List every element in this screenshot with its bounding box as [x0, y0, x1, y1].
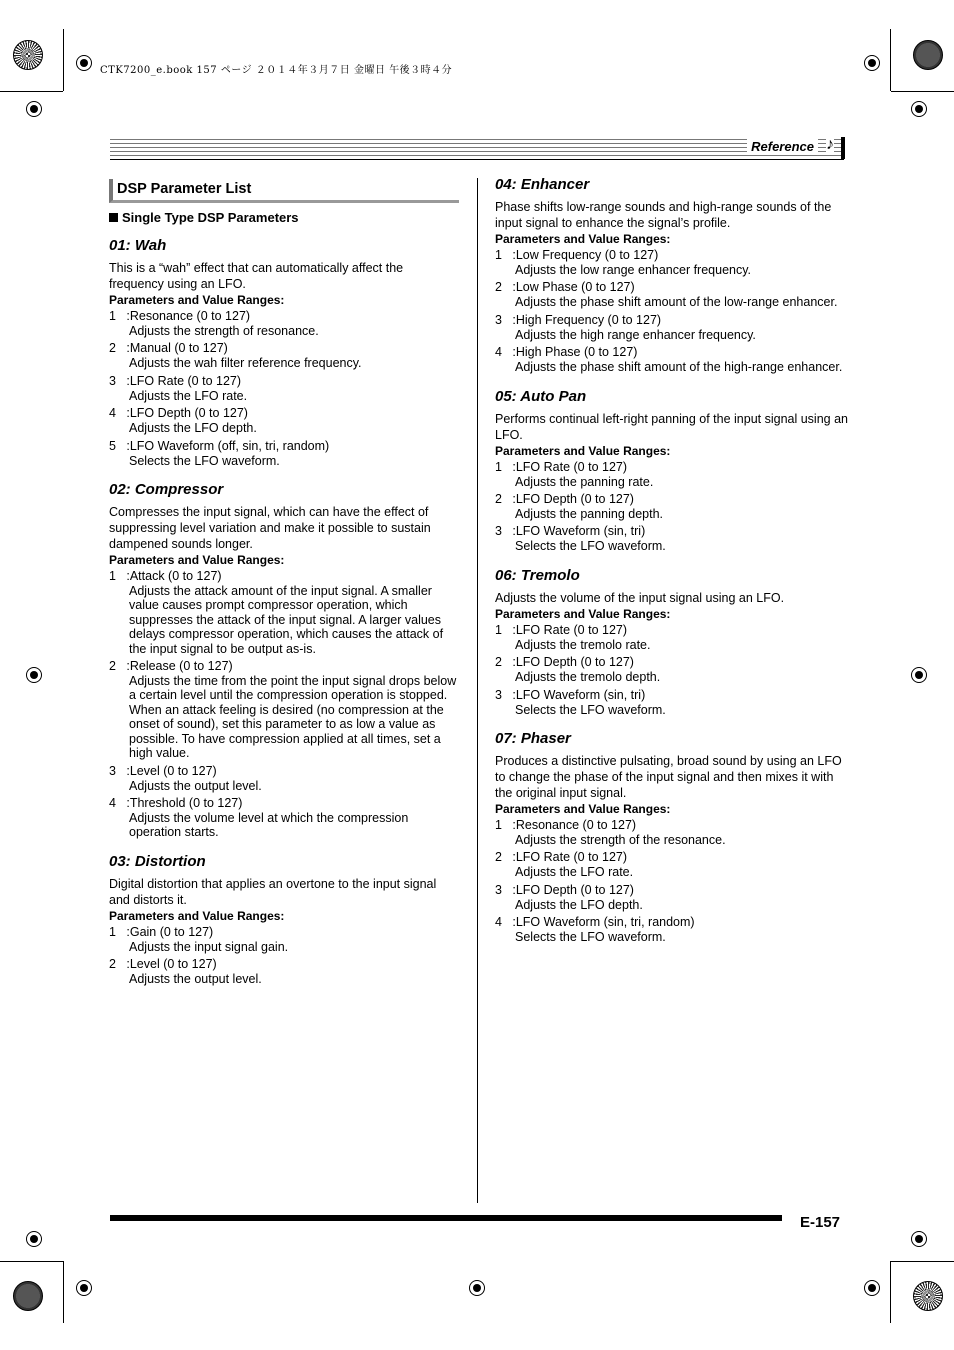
- effects-list: [495, 177, 850, 945]
- parameter-description: Selects the LFO waveform.: [515, 539, 666, 554]
- parameters-label: Parameters and Value Ranges:: [109, 293, 285, 307]
- parameter-description: Adjusts the attack amount of the input signal. A smaller value causes prompt compressor operation, which suppresses the attack of the input signal. A larger values delays compressor operation, which causes the attack of the input signal to be output as-is.: [129, 584, 444, 656]
- parameter-item: [495, 312, 850, 342]
- parameter-item: [495, 247, 850, 277]
- color-registration-icon: [13, 40, 43, 70]
- parameter-description: Adjusts the tremolo depth.: [515, 670, 661, 685]
- parameter-description: Adjusts the tremolo rate.: [515, 637, 651, 652]
- effect-title: 03: Distortion: [109, 852, 206, 870]
- registration-target-icon: [76, 1280, 92, 1296]
- parameter-label: 3 :High Frequency (0 to 127): [495, 312, 662, 327]
- left-column: [109, 179, 459, 1001]
- parameter-description: Adjusts the LFO rate.: [129, 388, 248, 403]
- parameter-label: 3 :LFO Rate (0 to 127): [109, 373, 242, 388]
- parameter-label: 3 :Level (0 to 127): [109, 763, 217, 778]
- header-bar: [841, 137, 845, 159]
- subheading: Single Type DSP Parameters: [109, 210, 459, 226]
- registration-target-icon: [864, 1280, 880, 1296]
- parameter-label: 5 :LFO Waveform (off, sin, tri, random): [109, 438, 330, 453]
- parameter-description: Adjusts the low range enhancer frequency.: [515, 263, 752, 277]
- parameter-description: Adjusts the output level.: [129, 778, 262, 793]
- effect-description: Adjusts the volume of the input signal using an LFO.: [495, 590, 785, 605]
- effect-title: 04: Enhancer: [495, 176, 590, 193]
- parameter-label: 4 :Threshold (0 to 127): [109, 795, 243, 810]
- parameter-label: 1 :Gain (0 to 127): [109, 924, 214, 939]
- parameter-description: Adjusts the phase shift amount of the low-range enhancer.: [515, 295, 838, 310]
- effect-section: [109, 854, 459, 987]
- parameter-description: Adjusts the LFO depth.: [515, 897, 643, 912]
- parameter-item: [495, 882, 850, 912]
- parameter-description: Adjusts the input signal gain.: [129, 939, 289, 954]
- parameter-item: [495, 687, 850, 717]
- effect-title: 05: Auto Pan: [495, 387, 587, 405]
- parameter-label: 1 :Attack (0 to 127): [109, 569, 222, 584]
- effects-list: [109, 238, 459, 987]
- parameter-label: 2 :LFO Rate (0 to 127): [495, 850, 628, 865]
- parameter-item: [109, 405, 459, 435]
- parameter-item: [495, 622, 850, 652]
- parameter-item: [495, 344, 850, 374]
- effect-description: Digital distortion that applies an overtone to the input signal and distorts it.: [109, 876, 437, 907]
- parameter-description: Adjusts the phase shift amount of the high-range enhancer.: [515, 360, 843, 375]
- running-header: Reference: [747, 139, 818, 154]
- registration-target-icon: [469, 1280, 485, 1296]
- effect-title: 01: Wah: [109, 237, 167, 254]
- registration-target-icon: [26, 1231, 42, 1247]
- effect-section: [495, 389, 850, 554]
- parameter-item: [109, 308, 459, 338]
- parameter-label: 2 :LFO Depth (0 to 127): [495, 655, 634, 670]
- parameter-item: [109, 658, 459, 760]
- parameter-item: [495, 523, 850, 553]
- effect-section: [495, 568, 850, 717]
- parameters-label: Parameters and Value Ranges:: [109, 553, 285, 568]
- effect-description: Compresses the input signal, which can have the effect of suppressing level variation and make it possible to sustain dampened sounds longer.: [109, 505, 431, 552]
- parameter-item: [495, 459, 850, 489]
- parameter-item: [109, 795, 459, 840]
- parameters-label: Parameters and Value Ranges:: [495, 802, 671, 817]
- parameter-label: 3 :LFO Waveform (sin, tri): [495, 687, 646, 702]
- color-registration-icon: [13, 1281, 43, 1311]
- parameter-description: Adjusts the LFO rate.: [515, 865, 634, 880]
- registration-target-icon: [26, 101, 42, 117]
- header-rule: [110, 139, 844, 159]
- registration-target-icon: [911, 1231, 927, 1247]
- effect-section: [495, 731, 850, 945]
- parameter-item: [109, 956, 459, 986]
- parameter-item: [495, 491, 850, 521]
- parameter-description: Adjusts the panning rate.: [515, 474, 654, 489]
- color-registration-icon: [913, 40, 943, 70]
- footer-rule: [110, 1215, 782, 1221]
- parameter-label: 2 :Low Phase (0 to 127): [495, 280, 635, 295]
- parameters-label: Parameters and Value Ranges:: [109, 908, 285, 923]
- parameter-item: [109, 924, 459, 954]
- parameters-label: Parameters and Value Ranges:: [495, 232, 671, 246]
- color-registration-icon: [913, 1281, 943, 1311]
- parameter-label: 2 :LFO Depth (0 to 127): [495, 492, 634, 507]
- effect-section: [495, 177, 850, 375]
- effect-title: 07: Phaser: [495, 730, 571, 748]
- parameter-label: 4 :LFO Waveform (sin, tri, random): [495, 915, 695, 930]
- music-note-icon: ♪: [826, 136, 834, 153]
- column-divider: [477, 178, 478, 1203]
- parameter-item: [109, 438, 459, 468]
- registration-target-icon: [911, 101, 927, 117]
- parameter-label: 1 :Resonance (0 to 127): [495, 818, 637, 833]
- page-number: E-157: [800, 1214, 841, 1231]
- parameter-item: [109, 340, 459, 370]
- parameter-label: 4 :LFO Depth (0 to 127): [109, 406, 248, 421]
- parameter-label: 3 :LFO Waveform (sin, tri): [495, 524, 646, 539]
- effect-description: Phase shifts low-range sounds and high-range sounds of the input signal to enhance the signal’s profile.: [495, 200, 832, 230]
- parameters-label: Parameters and Value Ranges:: [495, 443, 671, 458]
- registration-target-icon: [26, 667, 42, 683]
- effect-title: 06: Tremolo: [495, 566, 580, 584]
- effect-title: 02: Compressor: [109, 481, 224, 499]
- parameter-item: [495, 914, 850, 944]
- parameter-description: Adjusts the time from the point the input signal drops below a certain level until the compression operation is stopped. When an attack feeling is desired (no compression at the onset of sound), set this parameter to as low a value as possible. To have compression applied at all times, set a high value.: [129, 674, 457, 761]
- parameter-description: Adjusts the output level.: [129, 972, 262, 987]
- section-title: DSP Parameter List: [109, 179, 459, 203]
- effect-description: Performs continual left-right panning of the input signal using an LFO.: [495, 411, 848, 442]
- parameter-label: 1 :Resonance (0 to 127): [109, 309, 251, 323]
- parameter-description: Selects the LFO waveform.: [129, 453, 280, 468]
- registration-target-icon: [864, 55, 880, 71]
- parameter-label: 2 :Level (0 to 127): [109, 957, 217, 972]
- parameter-label: 2 :Release (0 to 127): [109, 659, 233, 674]
- parameter-description: Adjusts the strength of resonance.: [129, 324, 319, 338]
- registration-target-icon: [911, 667, 927, 683]
- parameter-label: 1 :LFO Rate (0 to 127): [495, 622, 628, 637]
- parameter-description: Adjusts the wah filter reference frequency.: [129, 356, 362, 371]
- parameter-description: Adjusts the high range enhancer frequency.: [515, 327, 756, 342]
- parameter-description: Adjusts the LFO depth.: [129, 421, 257, 436]
- parameter-label: 3 :LFO Depth (0 to 127): [495, 882, 634, 897]
- parameter-description: Selects the LFO waveform.: [515, 930, 666, 945]
- effect-description: Produces a distinctive pulsating, broad sound by using an LFO to change the phase of the input signal and then mixes it with the original input signal.: [495, 754, 842, 801]
- parameter-item: [495, 817, 850, 847]
- parameter-item: [109, 568, 459, 656]
- effect-description: This is a “wah” effect that can automatically affect the frequency using an LFO.: [109, 261, 404, 291]
- parameter-description: Adjusts the strength of the resonance.: [515, 833, 726, 848]
- parameter-description: Selects the LFO waveform.: [515, 702, 666, 717]
- parameter-item: [109, 763, 459, 793]
- right-column: [495, 177, 850, 959]
- parameter-item: [109, 373, 459, 403]
- parameters-label: Parameters and Value Ranges:: [495, 606, 671, 621]
- parameter-label: 2 :Manual (0 to 127): [109, 341, 228, 356]
- parameter-description: Adjusts the panning depth.: [515, 507, 664, 522]
- parameter-label: 1 :LFO Rate (0 to 127): [495, 459, 628, 474]
- effect-section: [109, 482, 459, 840]
- parameter-item: [495, 849, 850, 879]
- printer-slug: CTK7200_e.book 157 ページ ２０１４年３月７日 金曜日 午後３時４分: [100, 65, 453, 76]
- effect-section: [109, 238, 459, 468]
- parameter-label: 4 :High Phase (0 to 127): [495, 345, 638, 360]
- parameter-item: [495, 279, 850, 309]
- square-bullet-icon: [109, 213, 118, 222]
- registration-target-icon: [76, 55, 92, 71]
- parameter-label: 1 :Low Frequency (0 to 127): [495, 248, 659, 262]
- parameter-description: Adjusts the volume level at which the compression operation starts.: [129, 810, 409, 840]
- parameter-item: [495, 654, 850, 684]
